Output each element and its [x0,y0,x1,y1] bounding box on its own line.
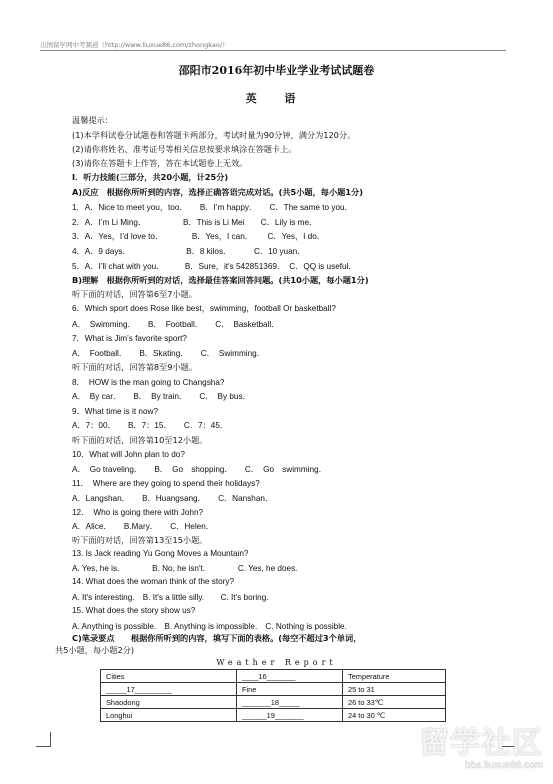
question-line: 8． HOW is the man going to Changsha? [72,378,225,387]
options-line: A． Football． B．Skating． C． Swimming． [72,349,265,358]
table-cell: ____16_______ [237,670,343,683]
text-line: 温馨提示： [72,115,113,125]
options-line: A. Anything is possible. B. Anything is impossible. C. Nothing is possible. [72,622,347,631]
table-row [101,683,446,696]
table-cell: 25 to 31 [343,683,446,696]
table-row [101,670,446,683]
section-heading: A)反应 根据你所听到的内容，选择正确答语完成对话。(共5小题，每小题1分) [72,187,363,197]
question-line: 9．What time is it now? [72,407,158,416]
options-line: A. It's interesting. B. It's a little silly. C. It's boring. [72,593,269,602]
question-line: 14. What does the woman think of the story? [72,577,235,586]
question-line: 5．A．I’ll chat with you． B．Sure，it's 542851369． C．QQ is useful． [72,262,357,271]
table-cell: Fine [237,683,343,696]
page-title: 邵阳市2016年初中毕业学业考试试题卷 [178,64,375,77]
table-cell: Longhui [101,709,237,722]
watermark [419,718,543,771]
question-line: 3．A．Yes，I’d love to． B．Yes，I can． C．Yes，I do． [72,232,325,241]
page-header: 出国留学网中考频道（http://www.liuxue86.com/zhongkao/） [40,41,229,49]
crop-mark [36,732,51,747]
watermark-url: bbs.liuxue86.com [465,760,543,771]
question-line: 10．What will John plan to do? [72,450,185,459]
header-rule [40,50,506,51]
table-row [101,696,446,709]
subject-title: 英 语 [245,92,308,105]
table-cell: 24 to 30 ℃ [343,709,446,722]
table-cell: 26 to 33℃ [343,696,446,709]
options-line: A. Yes, he is. B. No, he isn't. C. Yes, he does. [72,564,298,573]
table-cell: Temperature [343,670,446,683]
question-line: 6．Which sport does Rose like best，swimming，football Or basketball? [72,304,336,313]
options-line: A． Go traveling． B． Go shopping． C． Go swimming． [72,465,327,474]
table-cell: Cities [101,670,237,683]
instruction-line: 共5小题，每小题2分) [55,645,135,655]
instruction-line: 听下面的对话，回答第10至12小题。 [72,435,208,445]
options-line: A．7：00． B．7：15． C．7：45． [72,421,229,430]
table-cell: _______18_____ [237,696,343,709]
weather-report-table [100,669,446,722]
table-cell: Shaodong [101,696,237,709]
instruction-line: 听下面的对话，回答第13至15小题。 [72,535,208,545]
options-line: A．Alice． B.Mary． C．Helen． [72,522,214,531]
options-line: A．Langshan． B．Huangsang． C．Nanshan． [72,494,274,503]
text-line: (2)请你将姓名、准考证号等相关信息按要求填涂在答题卡上。 [72,144,297,154]
section-heading: B)理解 根据你所听到的对话，选择最佳答案回答问题。(共10小题，每小题1分) [72,275,369,285]
text-line: (1)本学科试卷分试题卷和答题卡两部分，考试时量为90分钟，满分为120分。 [72,130,356,140]
question-line: 12． Who is going there with John? [72,508,204,517]
section-heading: I．听力技能(三部分，共20小题，计25分) [72,172,229,182]
question-line: 1．A．Nice to meet you，too． B．I’m happy． C．The same to you． [72,203,353,212]
instruction-line: 听下面的对话，回答第6至7小题。 [72,289,198,299]
question-line: 15. What does the story show us? [72,606,196,615]
section-heading: C)笔录要点 根据你所听到的内容，填写下面的表格。(每空不超过3个单词， [72,633,362,643]
instruction-line: 听下面的对话，回答第8至9小题。 [72,362,198,372]
table-row [101,709,446,722]
question-line: 2．A．I’m Li Ming． B．This is Li Mei C．Lily is me． [72,218,318,227]
question-line: 11． Where are they going to spend their holidays? [72,479,260,488]
table-cell: _____17_________ [101,683,237,696]
options-line: A． By car． B． By train． C． By bus． [72,392,251,401]
text-line: (3)请你在答题卡上作答，答在本试题卷上无效。 [72,158,248,168]
options-line: A． Swimming． B． Football． C． Basketball． [72,320,280,329]
table-cell: ______19_______ [237,709,343,722]
question-line: 7．What is Jim’s favorite sport? [72,334,187,343]
watermark-logo-text: 留学社区 [419,726,543,761]
question-line: 4．A．9 days． B．8 kilos． C．10 yuan． [72,247,306,256]
table-title: Weather Report [216,658,337,667]
question-line: 13. Is Jack reading Yu Gong Moves a Mountain? [72,549,249,558]
